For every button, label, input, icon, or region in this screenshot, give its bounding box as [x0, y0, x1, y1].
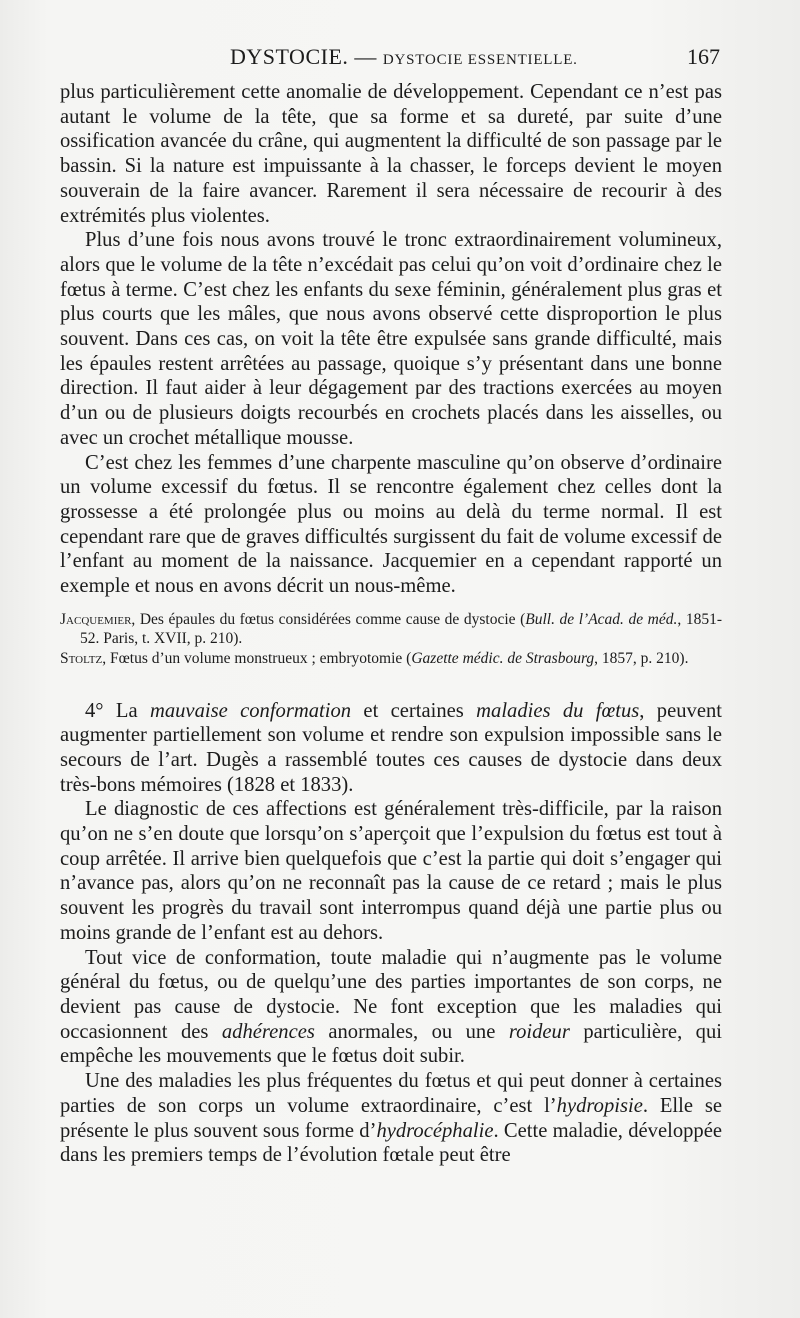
section-number: 4° [85, 699, 104, 722]
footnote-author: Stoltz [60, 649, 103, 667]
paragraph: C’est chez les femmes d’une charpente masculine qu’on observe d’ordinaire un volume excessif du fœtus. Il se rencontre également chez celles dont la grossesse a été prolongée plus ou moins au delà du terme normal. Il est cependant rare que de graves difficultés surgissent du fait de volume excessif de l’enfant au moment de la naissance. Jacquemier en a cependant rapporté un exemple et nous en avons décrit un nous-même. [60, 451, 722, 598]
footnotes [60, 610, 722, 669]
footnote: Jacquemier, Des épaules du fœtus considérées comme cause de dystocie (Bull. de l’Acad. de méd., 1851-52. Paris, t. XVII, p. 210). [60, 610, 722, 648]
page-number: 167 [687, 44, 720, 69]
footnote-author: Jacquemier [60, 610, 132, 628]
paragraph: Plus d’une fois nous avons trouvé le tronc extraordinairement volumineux, alors que le volume de la tête n’excédait pas celui qu’on voit d’ordinaire chez le fœtus à terme. C’est chez les enfants du sexe féminin, généralement plus gras et plus courts que les mâles, que nous avons observé cette disproportion le plus souvent. Dans ces cas, on voit la tête être expulsée sans grande difficulté, mais les épaules restent arrêtées au passage, quoique s’y présentant dans une bonne direction. Il faut aider à leur dégagement par des tractions exercées au moyen d’un ou de plusieurs doigts recourbés en crochets placés dans les aisselles, ou avec un crochet métallique mousse. [60, 229, 722, 449]
paragraph: plus particulièrement cette anomalie de développement. Cependant ce n’est pas autant le volume de la tête, que sa forme et sa dureté, par suite d’une ossification avancée du crâne, qui augmentent la difficulté de son passage par le bassin. Si la nature est impuissante à la chasser, le forceps devient le moyen souverain de la faire avancer. Rarement il sera nécessaire de recourir à des extrémités plus violentes. [60, 81, 722, 227]
running-title [230, 44, 578, 70]
paragraph: Une des maladies les plus fréquentes du fœtus et qui peut donner à certaines parties de son corps un volume extraordinaire, c’est l’hydropisie. Elle se présente le plus souvent sous forme d’hydrocéphalie. Cette maladie, développée dans les premiers temps de l’évolution fœtale peut être [60, 1070, 722, 1167]
paragraph: Le diagnostic de ces affections est généralement très-difficile, par la raison qu’on ne s’en doute que lorsqu’on s’aperçoit que l’expulsion du fœtus est tout à coup arrêtée. Il arrive bien quelquefois que c’est la partie qui doit s’engager qui n’avance pas, alors qu’on ne reconnaît pas la cause de ce retard ; mais le plus souvent les progrès du travail sont interrompus quand déjà une partie plus ou moins grande de l’enfant est au dehors. [60, 798, 722, 944]
paragraph: Tout vice de conformation, toute maladie qui n’augmente pas le volume général du fœtus, ou de quelqu’une des parties importantes de son corps, ne devient pas cause de dystocie. Ne font exception que les maladies qui occasionnent des adhérences anormales, ou une roideur particulière, qui empêche les mouvements que le fœtus doit subir. [60, 946, 722, 1068]
running-title-sub: DYSTOCIE ESSENTIELLE. [382, 52, 578, 68]
page-body [60, 80, 722, 1168]
section-4-paragraph: 4° La mauvaise conformation et certaines maladies du fœtus, peuvent augmenter partiellement son volume et rendre son expulsion impossible sans le secours de l’art. Dugès a rassemblé toutes ces causes de dystocie dans deux très-bons mémoires (1828 et 1833). [60, 699, 722, 796]
footnote: Stoltz, Fœtus d’un volume monstrueux ; embryotomie (Gazette médic. de Strasbourg, 1857, p. 210). [60, 649, 689, 667]
running-header [60, 44, 722, 74]
footnote-journal: Gazette médic. de Strasbourg [411, 649, 595, 667]
running-title-main: DYSTOCIE. — [230, 44, 377, 69]
footnote-journal: Bull. de l’Acad. de méd. [525, 610, 678, 628]
